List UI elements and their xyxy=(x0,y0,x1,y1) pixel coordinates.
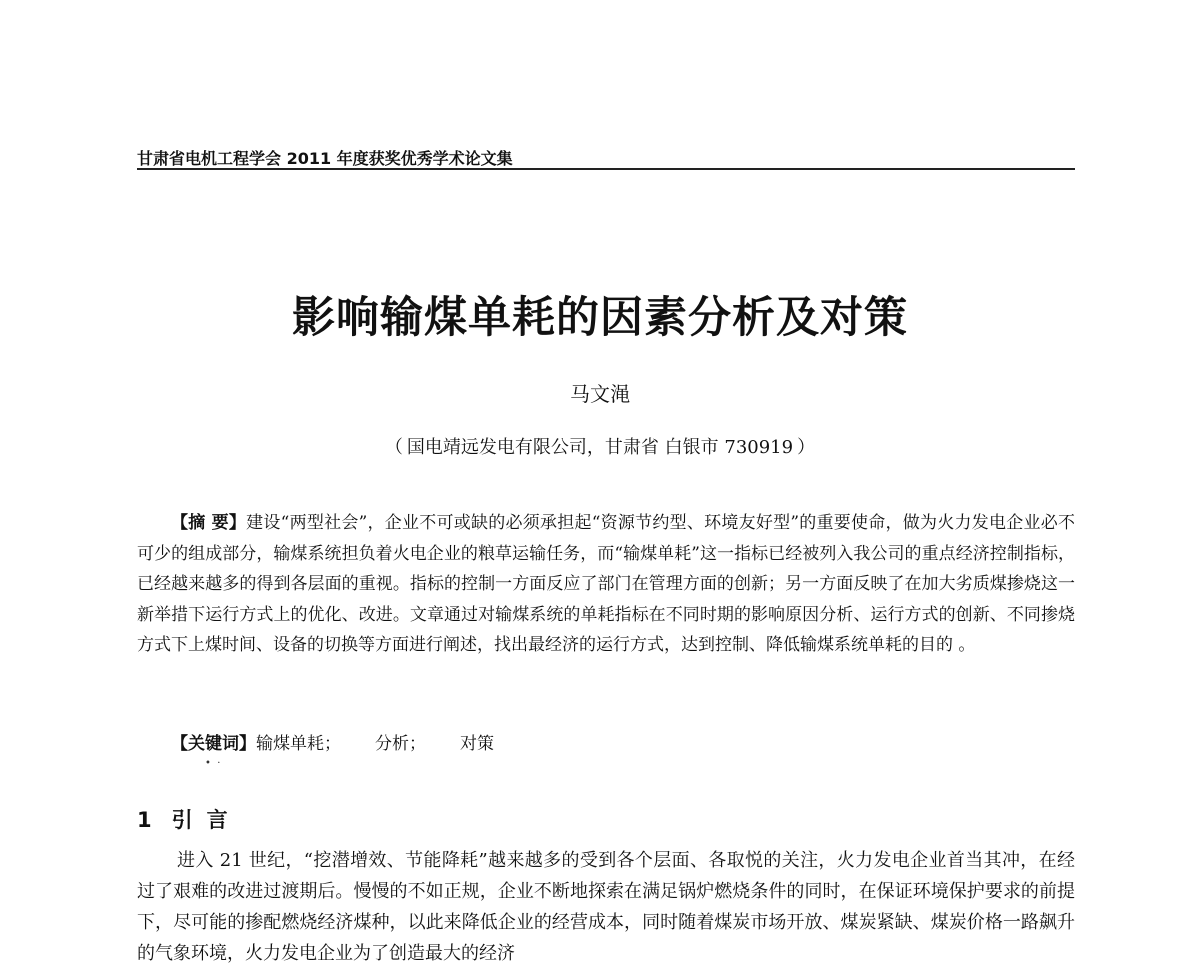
keywords-label: 【关键词】 xyxy=(171,734,256,754)
author-affiliation: （ 国电靖远发电有限公司，甘肃省 白银市 730919 ） xyxy=(384,437,816,458)
running-header: 甘肃省电机工程学会 2011 年度获奖优秀学术论文集 xyxy=(137,149,513,168)
scan-artifact: • · xyxy=(205,758,221,769)
abstract-paragraph xyxy=(137,508,1075,661)
keyword-item: 对策 xyxy=(460,734,494,754)
section-title: 引言 xyxy=(171,808,242,832)
paper-title: 影响输煤单耗的因素分析及对策 xyxy=(292,293,908,343)
affiliation-text: 国电靖远发电有限公司，甘肃省 白银市 730919 xyxy=(406,437,794,458)
author-name: 马文渑 xyxy=(570,382,630,406)
section-paragraph: 进入 21 世纪，“挖潜增效、节能降耗”越来越多的受到各个层面、各取悦的关注，火力发电企业首当其冲，在经过了艰难的改进过渡期后。慢慢的不如正规，企业不断地探索在满足锅炉燃烧条件的同时，在保证环境保护要求的前提下，尽可能的掺配燃烧经济煤种，以此来降低企业的经营成本，同时随着煤炭市场开放、煤炭紧缺、煤炭价格一路飙升的气象环境，火力发电企业为了创造最大的经济 xyxy=(137,850,1075,964)
section-number: 1 xyxy=(137,808,152,832)
keyword-item: 分析； xyxy=(375,734,426,754)
keywords-line xyxy=(171,729,528,754)
keyword-item: 输煤单耗； xyxy=(256,734,341,754)
abstract-text: 建设“两型社会”，企业不可或缺的必须承担起“资源节约型、环境友好型”的重要使命，做为火力发电企业必不可少的组成部分，输煤系统担负着火电企业的粮草运输任务，而“输煤单耗”这一指标已经被列入我公司的重点经济控制指标，已经越来越多的得到各层面的重视。指标的控制一方面反应了部门在管理方面的创新；另一方面反映了在加大劣质煤掺烧这一新举措下运行方式上的优化、改进。文章通过对输煤系统的单耗指标在不同时期的影响原因分析、运行方式的创新、不同掺烧方式下上煤时间、设备的切换等方面进行阐述，找出最经济的运行方式，达到控制、降低输煤系统单耗的目的 。 xyxy=(137,513,1075,656)
abstract-label: 【摘 要】 xyxy=(171,513,247,533)
header-rule xyxy=(137,168,1075,170)
section-heading xyxy=(137,804,242,834)
